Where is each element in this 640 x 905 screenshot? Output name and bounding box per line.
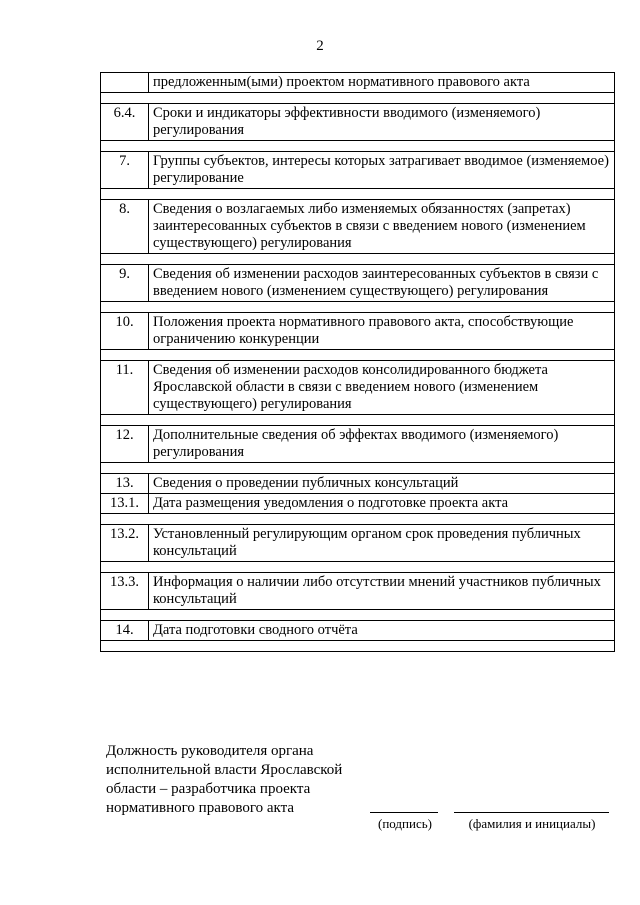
signature-caption: (подпись) bbox=[378, 816, 432, 831]
row-number: 12. bbox=[101, 426, 149, 463]
row-number bbox=[101, 73, 149, 93]
row-description: Сведения о возлагаемых либо изменяемых обязанностях (запретах) заинтересованных субъектов в связи с введением нового (изменением существующего) регулирования bbox=[149, 200, 615, 254]
row-number: 14. bbox=[101, 621, 149, 641]
row-description: Сведения об изменении расходов заинтересованных субъектов в связи с введением нового (изменением существующего) регулирования bbox=[149, 265, 615, 302]
row-description: предложенным(ыми) проектом нормативного правового акта bbox=[149, 73, 615, 93]
spacer-row bbox=[101, 350, 615, 361]
report-table-body bbox=[101, 73, 615, 652]
spacer-row bbox=[101, 463, 615, 474]
row-number: 8. bbox=[101, 200, 149, 254]
spacer-row bbox=[101, 610, 615, 621]
row-number: 13. bbox=[101, 474, 149, 494]
spacer-row bbox=[101, 641, 615, 652]
spacer-row bbox=[101, 562, 615, 573]
row-number: 7. bbox=[101, 152, 149, 189]
table-row bbox=[101, 621, 615, 641]
spacer-row bbox=[101, 93, 615, 104]
row-description: Сведения о проведении публичных консультаций bbox=[149, 474, 615, 494]
spacer-row bbox=[101, 415, 615, 426]
row-number: 11. bbox=[101, 361, 149, 415]
spacer-row bbox=[101, 189, 615, 200]
table-row bbox=[101, 152, 615, 189]
row-description: Дата подготовки сводного отчёта bbox=[149, 621, 615, 641]
row-number: 13.1. bbox=[101, 494, 149, 514]
spacer-cell bbox=[101, 415, 615, 426]
table-row bbox=[101, 73, 615, 93]
row-description: Сроки и индикаторы эффективности вводимого (изменяемого) регулирования bbox=[149, 104, 615, 141]
spacer-row bbox=[101, 514, 615, 525]
row-number: 10. bbox=[101, 313, 149, 350]
table-row bbox=[101, 525, 615, 562]
spacer-cell bbox=[101, 641, 615, 652]
spacer-row bbox=[101, 302, 615, 313]
spacer-cell bbox=[101, 141, 615, 152]
name-caption: (фамилия и инициалы) bbox=[468, 816, 596, 831]
spacer-cell bbox=[101, 463, 615, 474]
row-description: Установленный регулирующим органом срок проведения публичных консультаций bbox=[149, 525, 615, 562]
row-description: Положения проекта нормативного правового акта, способствующие ограничению конкуренции bbox=[149, 313, 615, 350]
signature-line bbox=[370, 812, 438, 813]
row-description: Группы субъектов, интересы которых затрагивает вводимое (изменяемое) регулирование bbox=[149, 152, 615, 189]
spacer-cell bbox=[101, 302, 615, 313]
spacer-cell bbox=[101, 189, 615, 200]
table-row bbox=[101, 426, 615, 463]
page-number: 2 bbox=[316, 38, 324, 54]
position-line: области – разработчика проекта bbox=[106, 781, 311, 797]
spacer-cell bbox=[101, 350, 615, 361]
table-row bbox=[101, 313, 615, 350]
table-row bbox=[101, 200, 615, 254]
spacer-cell bbox=[101, 93, 615, 104]
row-number: 9. bbox=[101, 265, 149, 302]
row-description: Дополнительные сведения об эффектах вводимого (изменяемого) регулирования bbox=[149, 426, 615, 463]
row-description: Информация о наличии либо отсутствии мнений участников публичных консультаций bbox=[149, 573, 615, 610]
table-row bbox=[101, 361, 615, 415]
name-line bbox=[454, 812, 609, 813]
table-row bbox=[101, 265, 615, 302]
table-row bbox=[101, 494, 615, 514]
position-line: нормативного правового акта bbox=[106, 800, 294, 816]
row-number: 13.2. bbox=[101, 525, 149, 562]
report-table bbox=[100, 72, 615, 652]
position-line: Должность руководителя органа bbox=[106, 743, 314, 759]
row-number: 13.3. bbox=[101, 573, 149, 610]
spacer-row bbox=[101, 141, 615, 152]
position-line: исполнительной власти Ярославской bbox=[106, 762, 343, 778]
row-number: 6.4. bbox=[101, 104, 149, 141]
row-description: Дата размещения уведомления о подготовке проекта акта bbox=[149, 494, 615, 514]
spacer-cell bbox=[101, 610, 615, 621]
spacer-cell bbox=[101, 562, 615, 573]
spacer-row bbox=[101, 254, 615, 265]
table-row bbox=[101, 474, 615, 494]
spacer-cell bbox=[101, 254, 615, 265]
signature-position bbox=[106, 742, 366, 818]
spacer-cell bbox=[101, 514, 615, 525]
table-row bbox=[101, 104, 615, 141]
row-description: Сведения об изменении расходов консолидированного бюджета Ярославской области в связи с введением нового (изменением существующего) регулирования bbox=[149, 361, 615, 415]
table-row bbox=[101, 573, 615, 610]
